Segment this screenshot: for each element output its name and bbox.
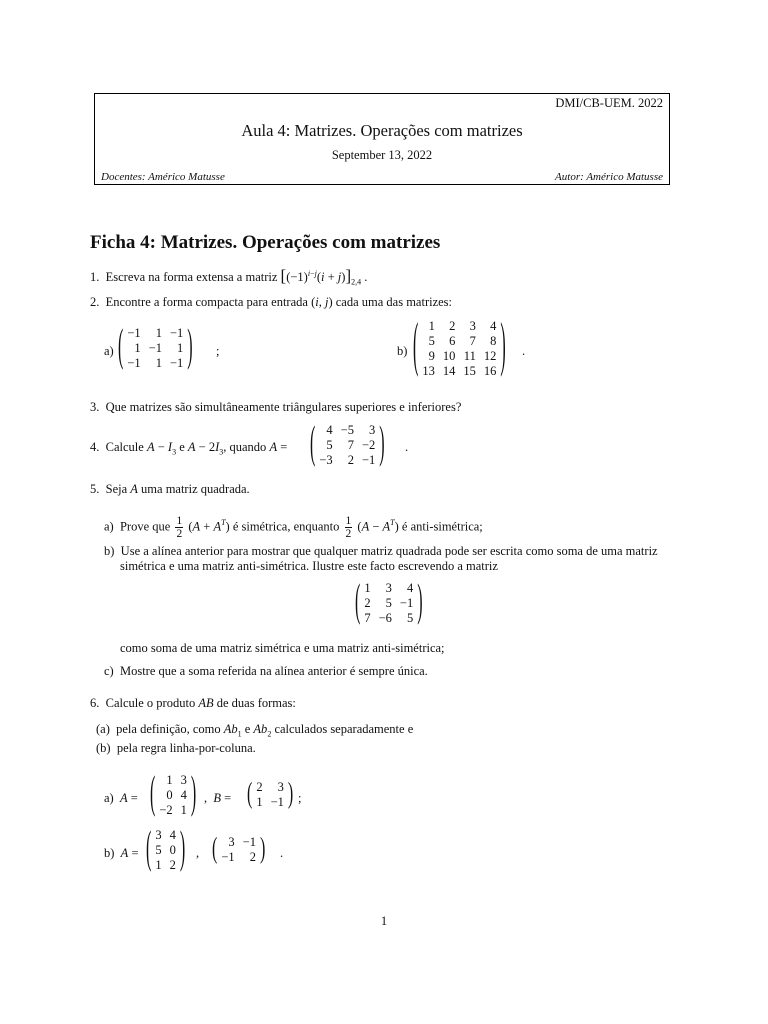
lecture-title: Aula 4: Matrizes. Operações com matrizes <box>241 121 523 140</box>
left-paren: ( <box>146 825 152 873</box>
punct: ; <box>216 344 220 358</box>
punct: . <box>280 846 284 860</box>
q6-b-A-matrix <box>146 825 186 873</box>
matrix-entry: −1 <box>361 453 376 467</box>
matrix-entry: 5 <box>155 843 162 857</box>
matrix-entry: 1 <box>155 356 162 370</box>
left-paren: ( <box>212 833 218 866</box>
matrix-entry: −1 <box>221 850 235 864</box>
matrix-entry: 1 <box>364 581 371 595</box>
matrix-entry: 3 <box>277 780 284 794</box>
matrix-entry: 7 <box>364 611 371 625</box>
matrix-entry: 2 <box>169 858 176 872</box>
question-2: 2. Encontre a forma compacta para entrada (i, j) cada uma das matrizes: <box>90 295 453 309</box>
matrix-entry: 4 <box>326 423 333 437</box>
matrix-entry: 5 <box>428 334 435 348</box>
right-paren: ) <box>259 833 266 866</box>
matrix-entry: 2 <box>347 453 354 467</box>
matrix-entry: −1 <box>127 326 141 340</box>
matrix-entry: −1 <box>399 596 414 610</box>
matrix-entry: 1 <box>155 326 162 340</box>
left-paren: ( <box>118 323 124 371</box>
item-text-3: calculados separadamente e <box>274 722 414 736</box>
matrix-entry: 2 <box>449 319 456 333</box>
item-text-2: é simétrica, enquanto <box>232 519 340 534</box>
matrix-entry: 0 <box>169 843 176 857</box>
q5-b-matrix <box>355 578 423 626</box>
q6-part-b <box>96 741 256 756</box>
matrix-entry: 15 <box>463 364 476 378</box>
matrix-entry: 1 <box>256 795 263 809</box>
matrix-entry: 8 <box>490 334 497 348</box>
matrix-entry: 3 <box>369 423 376 437</box>
matrix-entry: 4 <box>180 788 187 802</box>
right-paren: ) <box>379 420 385 468</box>
item-text-3: é anti-simétrica; <box>401 519 483 534</box>
matrix-entry: 12 <box>483 349 497 363</box>
matrix-entry: −1 <box>169 326 184 340</box>
matrix-entry: 1 <box>166 773 173 787</box>
fraction-half: $\frac{1}{2}$ <box>176 515 183 540</box>
matrix-entry: 7 <box>347 438 354 452</box>
matrix-entry: 1 <box>180 803 187 817</box>
question-number: 3. <box>90 400 100 414</box>
q2-b-label: b) <box>397 344 408 358</box>
fraction-half: $\frac{1}{2}$ <box>345 515 352 540</box>
q6-b-B-matrix <box>212 835 265 865</box>
question-5: 5. Seja A uma matriz quadrada. <box>90 482 250 496</box>
item-text: Prove que <box>119 519 171 534</box>
item-text: Use a alínea anterior para mostrar que qualquer matriz quadrada pode ser escrita como soma de uma matriz <box>120 544 658 558</box>
q5-b-line1 <box>104 544 658 559</box>
question-text: Seja <box>105 482 128 496</box>
item-text-2: e <box>244 722 251 736</box>
question-text-2: , quando <box>223 440 267 454</box>
question-text: Calcule <box>105 440 144 454</box>
matrix-entry: 1 <box>134 341 141 355</box>
page-title: Ficha 4: Matrizes. Operações com matrizes <box>90 232 441 253</box>
matrix-entry: 7 <box>469 334 476 348</box>
right-paren: ) <box>187 323 193 371</box>
matrix-entry: 1 <box>428 319 435 333</box>
question-1 <box>90 266 367 287</box>
conjunction: e <box>179 440 185 454</box>
q2-a-matrix <box>118 323 193 371</box>
q6-part-a: (a) pela definição, como $Ab_1$ e $Ab_2$ calculados separadamente e <box>96 722 414 739</box>
q6-a-B-matrix <box>247 780 293 810</box>
matrix-entry: −1 <box>127 356 141 370</box>
matrix-entry: 4 <box>406 581 414 595</box>
right-paren: ) <box>179 825 186 873</box>
matrix-entry: 1 <box>177 341 184 355</box>
institution-label: DMI/CB-UEM. 2022 <box>555 96 663 110</box>
matrix-entry: 9 <box>428 349 435 363</box>
matrix-entry: −3 <box>319 453 333 467</box>
question-number: 6. <box>90 696 100 710</box>
matrix-entry: 3 <box>228 835 235 849</box>
q5-b-line2: simétrica e uma matriz anti-simétrica. Ilustre este facto escrevendo a matriz <box>120 559 498 573</box>
question-text-2: uma matriz quadrada. <box>141 482 250 496</box>
left-paren: ( <box>310 420 316 468</box>
q5-c <box>104 664 428 679</box>
q6-b-label: b) A = <box>104 846 139 860</box>
matrix-entry: 3 <box>155 828 162 842</box>
page-number: 1 <box>380 914 388 928</box>
question-number: 1. <box>90 270 100 284</box>
matrix-entry: 2 <box>249 850 256 864</box>
q6-a-label: a) A = <box>104 791 138 805</box>
matrix-entry: 4 <box>490 319 497 333</box>
q6-a-B-label: , B = <box>204 791 232 805</box>
question-4: 4. Calcule $A - I_3$ e $A - 2I_3$, quando A = <box>90 440 288 457</box>
matrix-entry: −1 <box>270 795 284 809</box>
q2-b-matrix <box>413 315 506 379</box>
right-paren: ) <box>190 770 197 818</box>
matrix-entry: 3 <box>385 581 392 595</box>
punct: , <box>196 846 200 860</box>
question-text: Que matrizes são simultâneamente triângulares superiores e inferiores? <box>105 400 462 414</box>
right-paren: ) <box>500 315 506 379</box>
q5-b-line3: como soma de uma matriz simétrica e uma matriz anti-simétrica; <box>120 641 445 655</box>
punct: ; <box>298 791 302 805</box>
matrix-entry: 14 <box>442 364 456 378</box>
matrix-entry: 3 <box>469 319 476 333</box>
item-label: c) <box>104 664 114 678</box>
matrix-entry: 2 <box>364 596 371 610</box>
matrix-entry: −2 <box>159 803 173 817</box>
item-label: (b) <box>96 741 111 755</box>
matrix-entry: −6 <box>378 611 392 625</box>
question-text-2: de duas formas: <box>216 696 296 710</box>
question-6: 6. Calcule o produto AB de duas formas: <box>90 696 296 710</box>
left-paren: ( <box>413 315 419 379</box>
question-number: 5. <box>90 482 100 496</box>
q5-a: a) Prove que $\frac{1}{2}$ $(A + A^T)$ é simétrica, enquanto $\frac{1}{2}$ $(A - A^T)$ é anti-simétrica; <box>104 515 483 540</box>
q2-a-label: a) <box>104 344 114 358</box>
matrix-entry: −2 <box>361 438 376 452</box>
matrix-entry: 4 <box>169 828 176 842</box>
matrix-entry: 5 <box>326 438 333 452</box>
header-box <box>94 93 670 185</box>
matrix-entry: 10 <box>442 349 456 363</box>
left-paren: ( <box>150 770 156 818</box>
punct: . <box>522 344 526 358</box>
docentes-label: Docentes: Américo Matusse <box>101 171 225 183</box>
matrix-entry: 2 <box>256 780 263 794</box>
lecture-date: September 13, 2022 <box>331 148 433 162</box>
item-label: a) <box>104 791 114 805</box>
matrix-entry: 5 <box>406 611 414 625</box>
question-number: 4. <box>90 440 100 454</box>
question-text: Encontre a forma compacta para entrada <box>105 295 308 309</box>
item-label: (a) <box>96 722 110 736</box>
math-expression: $[(-1)^{i-j}(i + j)]_{2,4}$ . <box>280 266 368 287</box>
q4-matrix <box>310 420 385 468</box>
question-text: Escreva na forma extensa a matriz <box>105 270 278 284</box>
matrix-entry: 6 <box>449 334 456 348</box>
matrix-entry: −5 <box>340 423 354 437</box>
item-label: b) <box>104 544 115 558</box>
question-number: 2. <box>90 295 100 309</box>
matrix-entry: 1 <box>155 858 162 872</box>
item-label: a) <box>104 519 114 534</box>
question-3 <box>90 400 461 415</box>
item-text: pela definição, como <box>116 722 221 736</box>
autor-label: Autor: Américo Matusse <box>555 171 663 183</box>
q6-a-A-matrix <box>150 770 197 818</box>
punct: . <box>405 440 409 454</box>
matrix-entry: −1 <box>169 356 184 370</box>
matrix-entry: 0 <box>166 788 173 802</box>
left-paren: ( <box>247 778 253 811</box>
matrix-entry: 16 <box>483 364 497 378</box>
question-text-2: cada uma das matrizes: <box>335 295 453 309</box>
matrix-entry: 13 <box>422 364 435 378</box>
right-paren: ) <box>287 778 294 811</box>
item-label: b) <box>104 846 115 860</box>
matrix-entry: 11 <box>463 349 476 363</box>
item-text: Mostre que a soma referida na alínea anterior é sempre única. <box>119 664 428 678</box>
matrix-entry: −1 <box>242 835 256 849</box>
matrix-entry: −1 <box>148 341 162 355</box>
matrix-entry: 3 <box>180 773 187 787</box>
item-text: pela regra linha-por-coluna. <box>116 741 256 755</box>
matrix-entry: 5 <box>385 596 392 610</box>
right-paren: ) <box>417 578 423 626</box>
question-text: Calcule o produto <box>105 696 196 710</box>
left-paren: ( <box>355 578 361 626</box>
